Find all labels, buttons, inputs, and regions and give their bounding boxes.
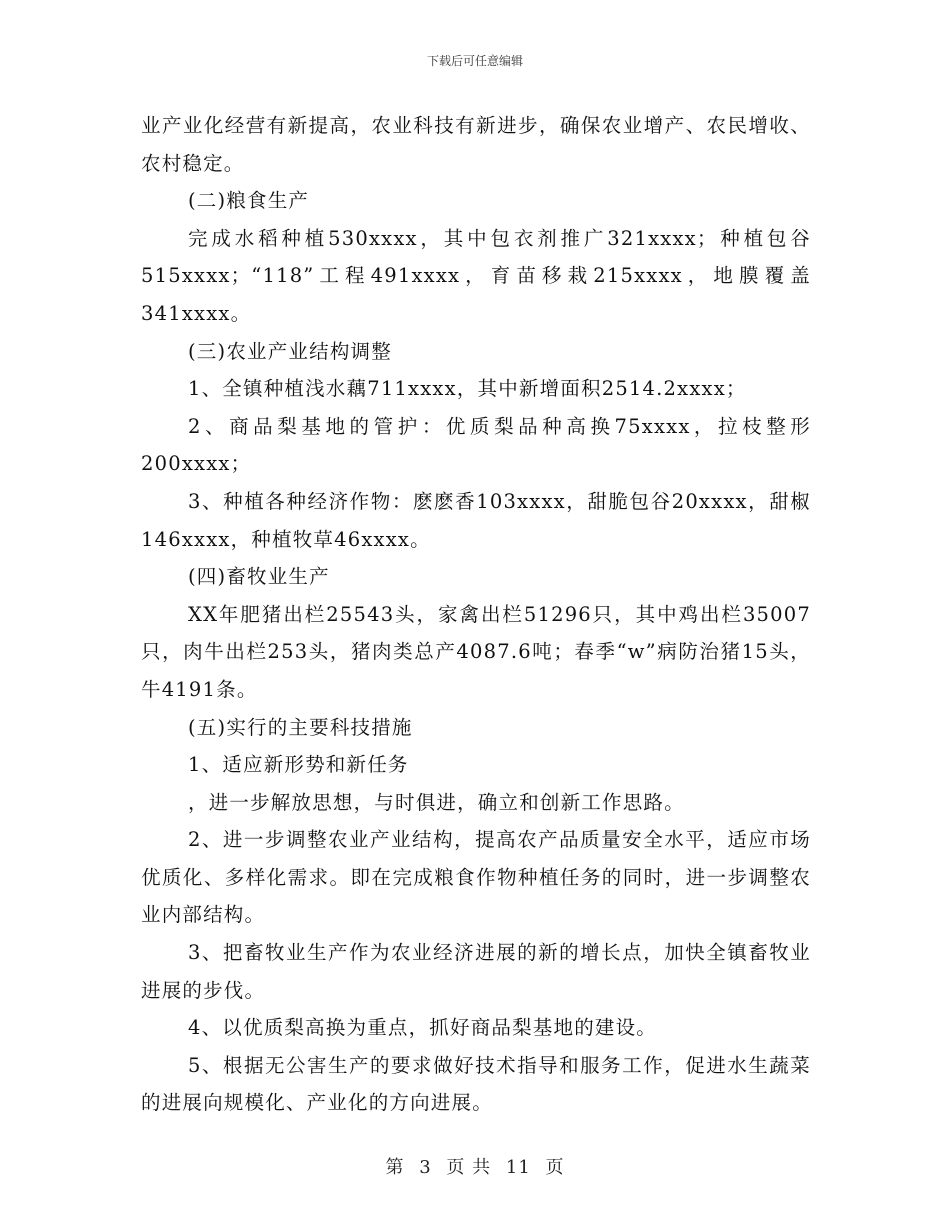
- page-number: [0, 1153, 950, 1179]
- list-item: 4、以优质梨高换为重点，抓好商品梨基地的建设。: [188, 1016, 658, 1040]
- paragraph: XX年肥猪出栏25543头，家禽出栏51296只，其中鸡出栏35007只，肉牛出栏253头，猪肉类总产4087.6吨；春季“w”病防治猪15头，牛4191条。: [141, 602, 811, 701]
- section-heading: (四)畜牧业生产: [188, 565, 330, 589]
- section-heading: (五)实行的主要科技措施: [188, 715, 413, 739]
- list-item: 5、根据无公害生产的要求做好技术指导和服务工作，促进水生蔬菜的进展向规模化、产业化的方向进展。: [141, 1053, 811, 1115]
- paragraph: 完成水稻种植530xxxx，其中包衣剂推广321xxxx；种植包谷515xxxx；“118”工程491xxxx，育苗移栽215xxxx，地膜覆盖341xxxx。: [141, 226, 811, 325]
- page-number-total: 11: [505, 1157, 531, 1178]
- page-header: [0, 52, 950, 69]
- list-item: 1、适应新形势和新任务: [188, 753, 409, 777]
- paragraph: 业产业化经营有新提高，农业科技有新进步，确保农业增产、农民增收、农村稳定。: [141, 114, 811, 175]
- page-number-suffix: 页: [545, 1157, 565, 1178]
- page-number-current: 3: [419, 1157, 432, 1178]
- document-body: [141, 107, 811, 1122]
- section-heading: (二)粮食生产: [188, 189, 310, 213]
- list-item: 2、商品梨基地的管护：优质梨品种高换75xxxx，拉枝整形200xxxx；: [141, 414, 811, 476]
- paragraph: ，进一步解放思想，与时俱进，确立和创新工作思路。: [188, 790, 685, 814]
- list-item: 3、把畜牧业生产作为农业经济进展的新的增长点，加快全镇畜牧业进展的步伐。: [141, 941, 811, 1002]
- header-text: 下载后可任意编辑: [426, 54, 523, 68]
- list-item: 1、全镇种植浅水藕711xxxx，其中新增面积2514.2xxxx；: [188, 377, 747, 401]
- page-number-middle: 页 共: [446, 1157, 492, 1178]
- list-item: 2、进一步调整农业产业结构，提高农产品质量安全水平，适应市场优质化、多样化需求。即在完成粮食作物种植任务的同时，进一步调整农业内部结构。: [141, 828, 811, 927]
- list-item: 3、种植各种经济作物：麽麽香103xxxx，甜脆包谷20xxxx，甜椒146xxxx，种植牧草46xxxx。: [141, 489, 811, 551]
- section-heading: (三)农业产业结构调整: [188, 339, 392, 363]
- page-number-prefix: 第: [385, 1157, 405, 1178]
